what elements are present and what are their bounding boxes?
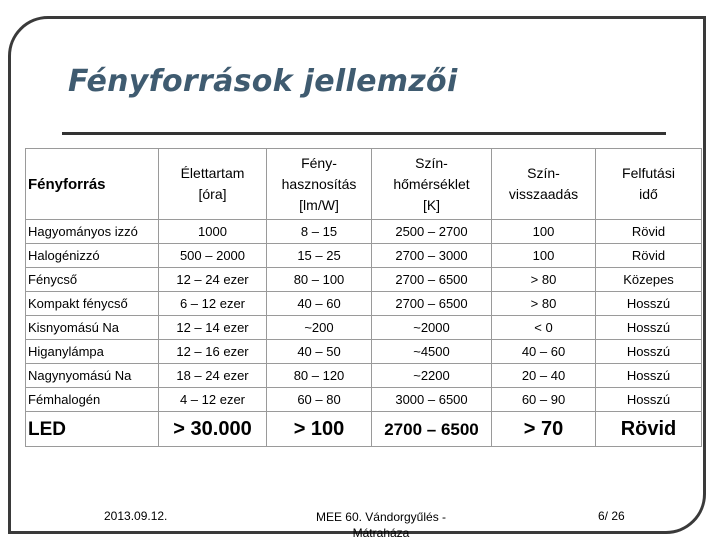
cell-color-temperature: ~2000	[372, 316, 492, 340]
cell-color-temperature: 2700 – 6500	[372, 412, 492, 447]
header-light-source	[26, 149, 159, 220]
cell-light-source: Fémhalogén	[26, 388, 159, 412]
header-line: [óra]	[198, 186, 227, 202]
cell-light-source: LED	[26, 412, 159, 447]
cell-lifetime: 6 – 12 ezer	[159, 292, 267, 316]
header-line: Felfutási	[622, 165, 675, 181]
cell-color-rendering: 60 – 90	[492, 388, 596, 412]
cell-efficacy: 8 – 15	[267, 220, 372, 244]
cell-color-rendering: < 0	[492, 316, 596, 340]
cell-startup-time: Hosszú	[596, 292, 702, 316]
cell-color-rendering: 100	[492, 220, 596, 244]
header-color-temperature	[372, 149, 492, 220]
header-line: Szín-	[527, 165, 560, 181]
header-line: Élettartam	[180, 165, 245, 181]
cell-color-rendering: > 80	[492, 292, 596, 316]
cell-startup-time: Hosszú	[596, 340, 702, 364]
header-line: Fény-	[301, 154, 337, 171]
header-efficacy	[267, 149, 372, 220]
table-row	[26, 388, 702, 412]
cell-light-source: Nagynyomású Na	[26, 364, 159, 388]
cell-efficacy: 60 – 80	[267, 388, 372, 412]
cell-startup-time: Hosszú	[596, 316, 702, 340]
cell-efficacy: ~200	[267, 316, 372, 340]
footer-event	[296, 509, 466, 541]
header-line: [lm/W]	[299, 196, 339, 213]
header-line: hőmérséklet	[393, 175, 470, 192]
cell-startup-time: Közepes	[596, 268, 702, 292]
header-color-rendering	[492, 149, 596, 220]
footer-date: 2013.09.12.	[104, 509, 168, 523]
cell-light-source: Kisnyomású Na	[26, 316, 159, 340]
header-line: visszaadás	[508, 186, 579, 202]
footer-event-line: Mátraháza	[352, 526, 410, 540]
header-line: Szín-	[415, 154, 448, 171]
cell-efficacy: 80 – 100	[267, 268, 372, 292]
cell-color-rendering: 100	[492, 244, 596, 268]
slide-title: Fényforrások jellemzői	[68, 64, 458, 99]
cell-light-source: Higanylámpa	[26, 340, 159, 364]
cell-light-source: Kompakt fénycső	[26, 292, 159, 316]
cell-color-temperature: ~4500	[372, 340, 492, 364]
cell-color-temperature: 2500 – 2700	[372, 220, 492, 244]
cell-lifetime: 12 – 24 ezer	[159, 268, 267, 292]
footer-event-line: MEE 60. Vándorgyűlés -	[315, 510, 447, 524]
cell-color-rendering: 40 – 60	[492, 340, 596, 364]
table-row	[26, 340, 702, 364]
cell-color-temperature: 2700 – 3000	[372, 244, 492, 268]
cell-efficacy: 15 – 25	[267, 244, 372, 268]
cell-lifetime: 18 – 24 ezer	[159, 364, 267, 388]
cell-efficacy: > 100	[267, 412, 372, 447]
cell-color-rendering: > 70	[492, 412, 596, 447]
header-startup-time	[596, 149, 702, 220]
table-row	[26, 268, 702, 292]
cell-color-temperature: 3000 – 6500	[372, 388, 492, 412]
cell-efficacy: 40 – 60	[267, 292, 372, 316]
header-line: hasznosítás	[281, 175, 357, 192]
cell-startup-time: Rövid	[596, 220, 702, 244]
cell-lifetime: 1000	[159, 220, 267, 244]
table-row	[26, 292, 702, 316]
cell-lifetime: > 30.000	[159, 412, 267, 447]
cell-efficacy: 40 – 50	[267, 340, 372, 364]
cell-lifetime: 4 – 12 ezer	[159, 388, 267, 412]
cell-light-source: Halogénizzó	[26, 244, 159, 268]
header-lifetime	[159, 149, 267, 220]
cell-color-temperature: 2700 – 6500	[372, 268, 492, 292]
cell-startup-time: Hosszú	[596, 364, 702, 388]
cell-startup-time: Rövid	[596, 244, 702, 268]
cell-color-temperature: 2700 – 6500	[372, 292, 492, 316]
cell-color-rendering: 20 – 40	[492, 364, 596, 388]
cell-lifetime: 12 – 14 ezer	[159, 316, 267, 340]
table-row	[26, 316, 702, 340]
header-line: Fényforrás	[28, 175, 106, 193]
table-row	[26, 364, 702, 388]
footer-page-number: 6/ 26	[598, 509, 625, 523]
title-underline	[62, 132, 666, 135]
cell-efficacy: 80 – 120	[267, 364, 372, 388]
header-line: idő	[639, 186, 658, 202]
header-line: [K]	[422, 196, 441, 213]
cell-startup-time: Hosszú	[596, 388, 702, 412]
cell-light-source: Fénycső	[26, 268, 159, 292]
table-row	[26, 220, 702, 244]
table-row-led	[26, 412, 702, 447]
header-row	[26, 149, 702, 220]
cell-startup-time: Rövid	[596, 412, 702, 447]
cell-color-rendering: > 80	[492, 268, 596, 292]
cell-lifetime: 500 – 2000	[159, 244, 267, 268]
cell-color-temperature: ~2200	[372, 364, 492, 388]
light-sources-table	[25, 148, 702, 447]
cell-light-source: Hagyományos izzó	[26, 220, 159, 244]
cell-lifetime: 12 – 16 ezer	[159, 340, 267, 364]
table-row	[26, 244, 702, 268]
